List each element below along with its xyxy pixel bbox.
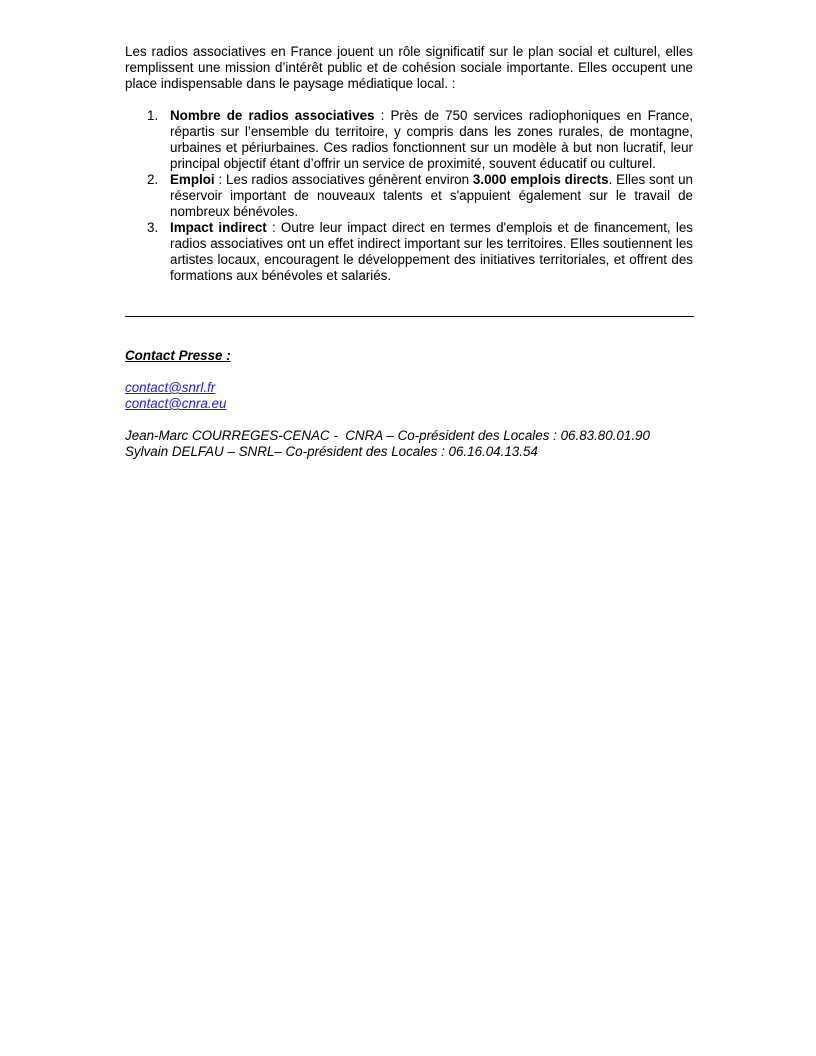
contact-person: Jean-Marc COURREGES-CENAC - CNRA – Co-président des Locales : 06.83.80.01.90 [125,428,650,443]
email-link-snrl[interactable]: contact@snrl.fr [125,380,216,395]
item-highlight: 3.000 emplois directs [472,172,609,187]
item-text: : Les radios associatives génèrent environ [214,172,473,187]
intro-paragraph: Les radios associatives en France jouent un rôle significatif sur le plan social et culturel, elles remplissent une mission d’intérêt public et de cohésion sociale importante. Elles occupent une place indispensable dans le paysage médiatique local. : [125,44,693,91]
item-text: : Près de 750 services radiophoniques en France, répartis sur l’ensemble du territoire, y compris dans les zones rurales, de montagne, urbaines et périurbaines. Ces radios fonctionnent sur un modèle à but non lucratif, leur principal objectif étant d’offrir un service de proximité, souvent éducatif ou culturel. [170,108,693,171]
item-title: Impact indirect [170,220,267,235]
item-text: . Elles sont un réservoir important de nouveaux talents et s'appuient également sur le travail de nombreux bénévoles. [170,172,693,219]
list-item [125,108,693,172]
key-figures-list [125,108,693,284]
item-title: Emploi [170,172,215,187]
list-item [125,220,693,284]
item-title: Nombre de radios associatives [170,108,375,123]
email-link-cnra[interactable]: contact@cnra.eu [125,396,227,411]
contact-people [125,428,693,460]
contact-heading: Contact Presse : [125,348,231,363]
list-number: 1. [147,108,159,123]
list-item [125,172,693,220]
contact-person: Sylvain DELFAU – SNRL– Co-président des Locales : 06.16.04.13.54 [125,444,538,459]
document-page [125,44,693,460]
list-number: 2. [147,172,159,187]
contact-emails [125,380,693,412]
list-number: 3. [147,220,159,235]
item-text: : Outre leur impact direct en termes d'emplois et de financement, les radios associatives ont un effet indirect important sur les territoires. Elles soutiennent les artistes locaux, encouragent le développement des initiatives territoriales, et offrent des formations aux bénévoles et salariés. [170,220,693,283]
horizontal-divider [125,316,694,317]
